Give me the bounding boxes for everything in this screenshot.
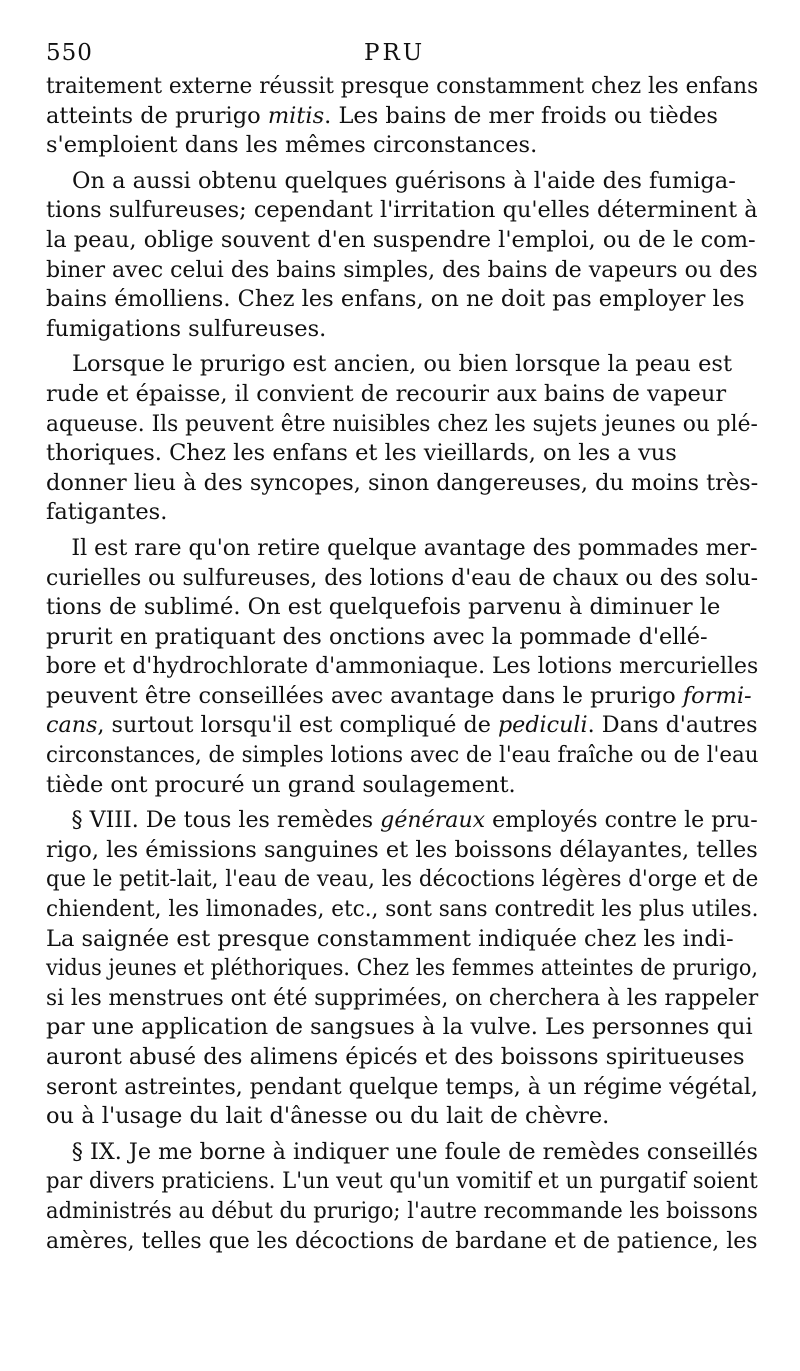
text-segment: employés contre le pru- [485,807,758,834]
text-line: Il est rare qu'on retire quelque avantage des pommades mer- [71,534,758,561]
page-header [46,36,758,76]
text-line: traitement externe réussit presque constamment chez les enfans [46,73,759,99]
text-line: par une application de sangsues à la vulve. Les personnes qui [46,1014,753,1041]
italic-term: généraux [380,807,486,834]
text-line [46,102,758,132]
text-line [46,806,758,836]
paragraph-section-viii [46,806,758,1132]
page-number: 550 [46,40,93,66]
text-line: rude et épaisse, il convient de recourir aux bains de vapeur [46,380,727,407]
text-segment: . Les bains de mer froids ou tièdes [324,102,718,129]
text-line: donner lieu à des syncopes, sinon dangereuses, du moins très- [46,469,759,496]
text-line: chiendent, les limonades, etc., sont sans contredit les plus utiles. [46,896,759,923]
text-line: tiède ont procuré un grand soulagement. [46,771,516,798]
text-segment: . Dans d'autres [587,712,758,739]
text-line: ou à l'usage du lait d'ânesse ou du lait de chèvre. [46,1103,610,1130]
text-segment: , surtout lorsqu'il est compliqué de [97,712,498,739]
text-line: la peau, oblige souvent d'en suspendre l'emploi, ou de le com- [46,226,756,253]
text-line [46,682,758,712]
text-line: bore et d'hydrochlorate d'ammoniaque. Les lotions mercurielles [46,653,759,680]
text-line: curielles ou sulfureuses, des lotions d'eau de chaux ou des solu- [46,564,759,591]
text-line: biner avec celui des bains simples, des bains de vapeurs ou des [46,256,758,283]
italic-term: cans [46,712,98,739]
text-line: prurit en pratiquant des onctions avec la pommade d'ellé- [46,623,708,650]
italic-term: formi- [682,682,752,709]
text-line: si les menstrues ont été supprimées, on cherchera à les rappeler [46,984,759,1011]
text-line: auront abusé des alimens épicés et des boissons spiritueuses [46,1044,745,1070]
book-page [46,36,758,1256]
paragraph-vapor-baths [46,350,758,528]
paragraph-fumigations [46,167,758,345]
italic-term: mitis [267,102,325,129]
paragraph-section-ix [46,1138,758,1256]
paragraph-continuation [46,72,758,161]
running-head: PRU [364,40,426,66]
text-line: seront astreintes, pendant quelque temps, à un régime végétal, [46,1073,758,1100]
text-line: que le petit-lait, l'eau de veau, les décoctions légères d'orge et de [46,866,759,893]
text-line: administrés au début du prurigo; l'autre recommande les boissons [46,1197,758,1224]
paragraph-pommades [46,534,758,800]
body-text [46,72,758,1256]
text-line: bains émolliens. Chez les enfans, on ne doit pas employer les [46,286,745,313]
text-line: amères, telles que les décoctions de bardane et de patience, les [46,1227,758,1254]
text-line: thoriques. Chez les enfans et les vieillards, on les a vus [46,440,677,467]
italic-term: pediculi [497,712,588,739]
text-line: On a aussi obtenu quelques guérisons à l'aide des fumiga- [72,167,736,194]
text-line: Lorsque le prurigo est ancien, ou bien lorsque la peau est [72,351,732,378]
text-line: fatigantes. [46,499,168,526]
text-line: circonstances, de simples lotions avec de l'eau fraîche ou de l'eau [46,742,759,769]
text-line: La saignée est presque constamment indiquée chez les indi- [46,925,734,952]
text-line: par divers praticiens. L'un veut qu'un vomitif et un purgatif soient [46,1168,758,1195]
text-line: fumigations sulfureuses. [46,315,327,342]
text-line: § IX. Je me borne à indiquer une foule de remèdes conseillés [71,1138,758,1165]
text-line: s'emploient dans les mêmes circonstances. [46,132,538,159]
text-line [46,711,758,741]
text-segment: peuvent être conseillées avec avantage dans le prurigo [46,682,683,709]
text-line: aqueuse. Ils peuvent être nuisibles chez les sujets jeunes ou plé- [46,410,758,437]
text-line: rigo, les émissions sanguines et les boissons délayantes, telles [46,836,758,863]
text-line: tions de sublimé. On est quelquefois parvenu à diminuer le [46,594,721,621]
text-line: vidus jeunes et pléthoriques. Chez les femmes atteintes de prurigo, [46,955,759,982]
text-line: tions sulfureuses; cependant l'irritation qu'elles déterminent à [46,197,758,224]
text-segment: § VIII. De tous les remèdes [71,807,381,834]
text-segment: atteints de prurigo [46,102,268,129]
